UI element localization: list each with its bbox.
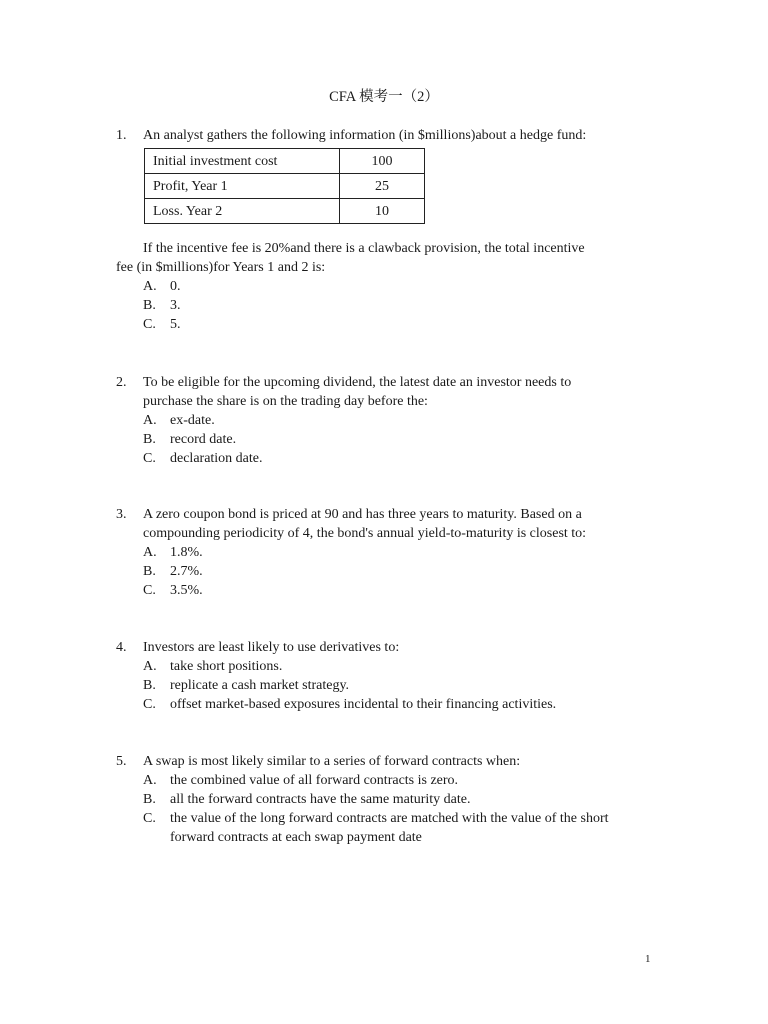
option-text: ex-date. (170, 413, 215, 428)
option-a (143, 771, 646, 790)
question-3 (116, 505, 646, 600)
option-letter: B. (143, 298, 156, 313)
question-number: 5. (116, 754, 127, 769)
option-text: the combined value of all forward contracts is zero. (170, 773, 459, 788)
option-letter: A. (143, 413, 157, 428)
question-5 (116, 752, 646, 847)
option-text: the value of the long forward contracts are matched with the value of the short forward contracts at each swap payment date (170, 811, 609, 845)
table-cell-label: Loss. Year 2 (145, 199, 340, 224)
question-number: 1. (116, 128, 127, 143)
option-text: offset market-based exposures incidental to their financing activities. (170, 697, 557, 712)
option-letter: C. (143, 583, 156, 598)
question-text: A swap is most likely similar to a series of forward contracts when: (143, 754, 521, 769)
table-row (145, 174, 425, 199)
option-b (143, 430, 646, 449)
option-text: 1.8%. (170, 545, 203, 560)
table-cell-value: 100 (340, 149, 425, 174)
option-c (143, 695, 646, 714)
option-a (143, 277, 636, 296)
page-number: 1 (645, 953, 651, 965)
question-text-line: fee (in $millions)for Years 1 and 2 is: (116, 260, 326, 275)
question-2 (116, 373, 646, 468)
option-a (143, 543, 646, 562)
option-b (143, 676, 646, 695)
option-a (143, 411, 646, 430)
option-letter: A. (143, 773, 157, 788)
option-c (143, 315, 636, 334)
option-b (143, 790, 646, 809)
option-c (143, 809, 646, 847)
question-text: To be eligible for the upcoming dividend, the latest date an investor needs to purchase the share is on the trading day before the: (143, 375, 572, 409)
question-4 (116, 638, 646, 714)
option-text: 5. (170, 317, 181, 332)
option-letter: B. (143, 792, 156, 807)
question-1-continued (116, 239, 636, 334)
option-b (143, 562, 646, 581)
question-text: A zero coupon bond is priced at 90 and has three years to maturity. Based on a compounding periodicity of 4, the bond's annual yield-to-maturity is closest to: (143, 507, 587, 541)
option-letter: B. (143, 432, 156, 447)
table-cell-label: Initial investment cost (145, 149, 340, 174)
question-text: Investors are least likely to use derivatives to: (143, 640, 400, 655)
table-row (145, 149, 425, 174)
question-number: 4. (116, 640, 127, 655)
option-text: all the forward contracts have the same maturity date. (170, 792, 471, 807)
option-letter: A. (143, 545, 157, 560)
option-c (143, 581, 646, 600)
option-text: 3. (170, 298, 181, 313)
question-1 (116, 126, 646, 145)
option-letter: B. (143, 564, 156, 579)
option-letter: C. (143, 317, 156, 332)
option-letter: A. (143, 659, 157, 674)
page-title: CFA 模考一（2） (329, 89, 439, 105)
option-letter: A. (143, 279, 157, 294)
option-letter: C. (143, 451, 156, 466)
table-cell-value: 25 (340, 174, 425, 199)
option-text: 0. (170, 279, 181, 294)
option-c (143, 449, 646, 468)
option-b (143, 296, 636, 315)
option-letter: B. (143, 678, 156, 693)
question-number: 3. (116, 507, 127, 522)
option-letter: C. (143, 697, 156, 712)
question-text-line: If the incentive fee is 20%and there is a clawback provision, the total incentive (143, 241, 585, 256)
table-cell-value: 10 (340, 199, 425, 224)
option-text: 3.5%. (170, 583, 203, 598)
option-text: replicate a cash market strategy. (170, 678, 350, 693)
option-text: record date. (170, 432, 237, 447)
option-a (143, 657, 646, 676)
option-text: 2.7%. (170, 564, 203, 579)
question-number: 2. (116, 375, 127, 390)
hedge-fund-table (144, 148, 425, 224)
option-text: take short positions. (170, 659, 283, 674)
question-text: An analyst gathers the following information (in $millions)about a hedge fund: (143, 128, 587, 143)
option-letter: C. (143, 811, 156, 826)
table-row (145, 199, 425, 224)
table-cell-label: Profit, Year 1 (145, 174, 340, 199)
option-text: declaration date. (170, 451, 263, 466)
